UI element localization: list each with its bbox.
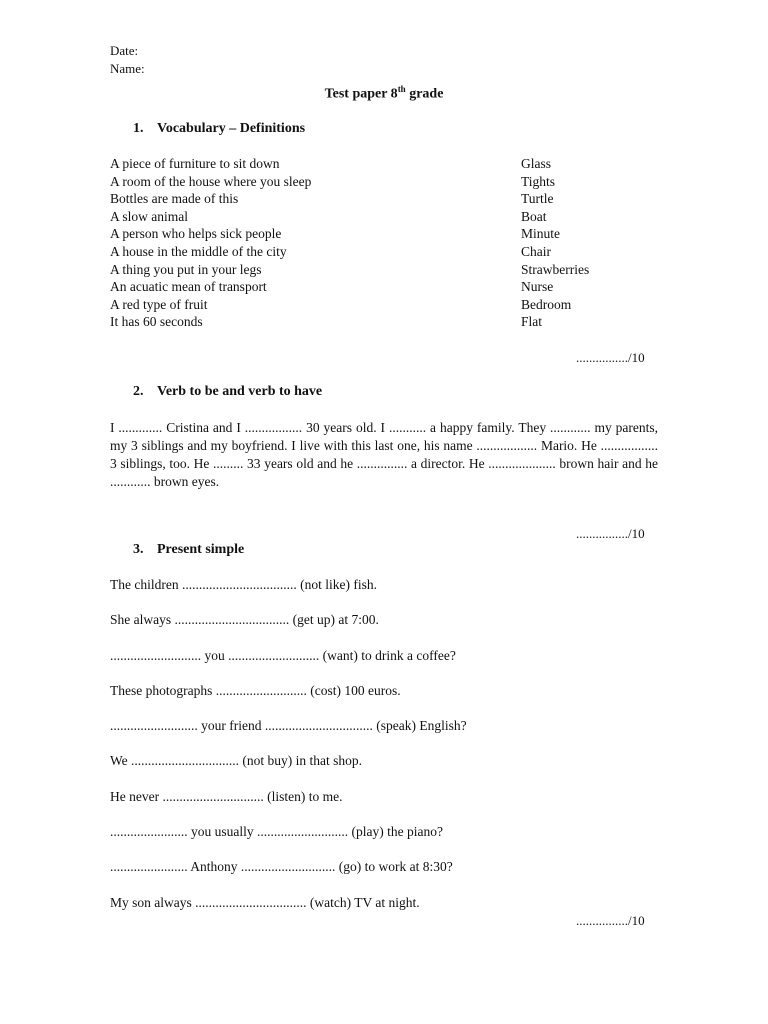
vocab-definition: Bottles are made of this — [110, 191, 239, 207]
vocab-definition: A person who helps sick people — [110, 226, 282, 242]
section-3-score: ................/10 — [576, 913, 645, 928]
vocab-definition: It has 60 seconds — [110, 314, 203, 330]
vocab-row — [110, 226, 670, 244]
vocabulary-list — [110, 156, 670, 332]
exercise-sentence: ....................... you usually ........................... (play) the piano? — [110, 824, 443, 839]
vocab-answer: Turtle — [521, 191, 554, 207]
vocab-row — [110, 314, 670, 332]
section-2-title: Verb to be and verb to have — [157, 384, 323, 399]
section-3-heading — [133, 542, 244, 558]
vocab-definition: An acuatic mean of transport — [110, 279, 267, 295]
exercise-sentence: ........................... you ........................... (want) to drink a coffee? — [110, 648, 456, 663]
vocab-row — [110, 191, 670, 209]
vocab-row — [110, 209, 670, 227]
vocab-definition: A house in the middle of the city — [110, 243, 287, 259]
exercise-sentence: She always .................................. (get up) at 7:00. — [110, 612, 379, 627]
vocab-row — [110, 279, 670, 297]
vocab-definition: A piece of furniture to sit down — [110, 156, 280, 171]
title-main: Test paper 8 — [324, 86, 398, 102]
vocab-row — [110, 174, 670, 192]
vocab-definition: A slow animal — [110, 208, 188, 224]
exercise-sentence: We ................................ (not buy) in that shop. — [110, 753, 363, 768]
section-1-score: ................/10 — [576, 350, 645, 365]
vocab-definition: A red type of fruit — [110, 296, 208, 312]
exercise-sentence: These photographs ........................... (cost) 100 euros. — [110, 683, 401, 698]
vocab-answer: Minute — [521, 226, 560, 242]
section-3-title: Present simple — [157, 542, 245, 557]
section-1-heading — [133, 121, 305, 137]
section-1-title: Vocabulary – Definitions — [157, 121, 306, 136]
section-2-heading — [133, 384, 322, 400]
section-1-number: 1. — [133, 121, 144, 136]
vocab-answer: Boat — [521, 208, 547, 224]
section-3-number: 3. — [133, 542, 144, 557]
exercise-sentence: My son always ................................. (watch) TV at night. — [110, 895, 420, 910]
exercise-sentence: He never .............................. (listen) to me. — [110, 789, 343, 804]
vocab-answer: Nurse — [521, 279, 554, 295]
vocab-definition: A thing you put in your legs — [110, 261, 262, 277]
vocab-answer: Chair — [521, 243, 551, 259]
vocab-row — [110, 156, 670, 174]
vocab-row — [110, 262, 670, 280]
section-2-score: ................/10 — [576, 526, 645, 541]
vocab-answer: Tights — [521, 173, 556, 189]
vocab-answer: Flat — [521, 314, 543, 330]
vocab-row — [110, 244, 670, 262]
page-title — [0, 84, 768, 103]
exercise-sentence: ....................... Anthony ............................ (go) to work at 8:30? — [110, 859, 453, 874]
section-2-paragraph: I ............. Cristina and I ................. 30 years old. I ........... a happy family. They ............ my parents, my 3 siblings and my boyfriend. I live with this last one, his name .................. Mario. He ................. 3 siblings, too. He ......... 33 years old and he ............... a director. He .................... brown hair and he ............ brown eyes. — [110, 420, 658, 489]
section-2-number: 2. — [133, 384, 144, 399]
date-label: Date: — [110, 43, 139, 58]
vocab-answer: Glass — [521, 156, 551, 171]
title-tail: grade — [405, 86, 444, 102]
title-superscript: th — [397, 84, 406, 94]
vocab-answer: Strawberries — [521, 261, 590, 277]
exercise-sentence: The children .................................. (not like) fish. — [110, 577, 377, 592]
vocab-row — [110, 297, 670, 315]
vocab-answer: Bedroom — [521, 296, 572, 312]
name-label: Name: — [110, 61, 145, 76]
vocab-definition: A room of the house where you sleep — [110, 173, 312, 189]
exercise-sentence: .......................... your friend ................................ (speak) English? — [110, 718, 467, 733]
